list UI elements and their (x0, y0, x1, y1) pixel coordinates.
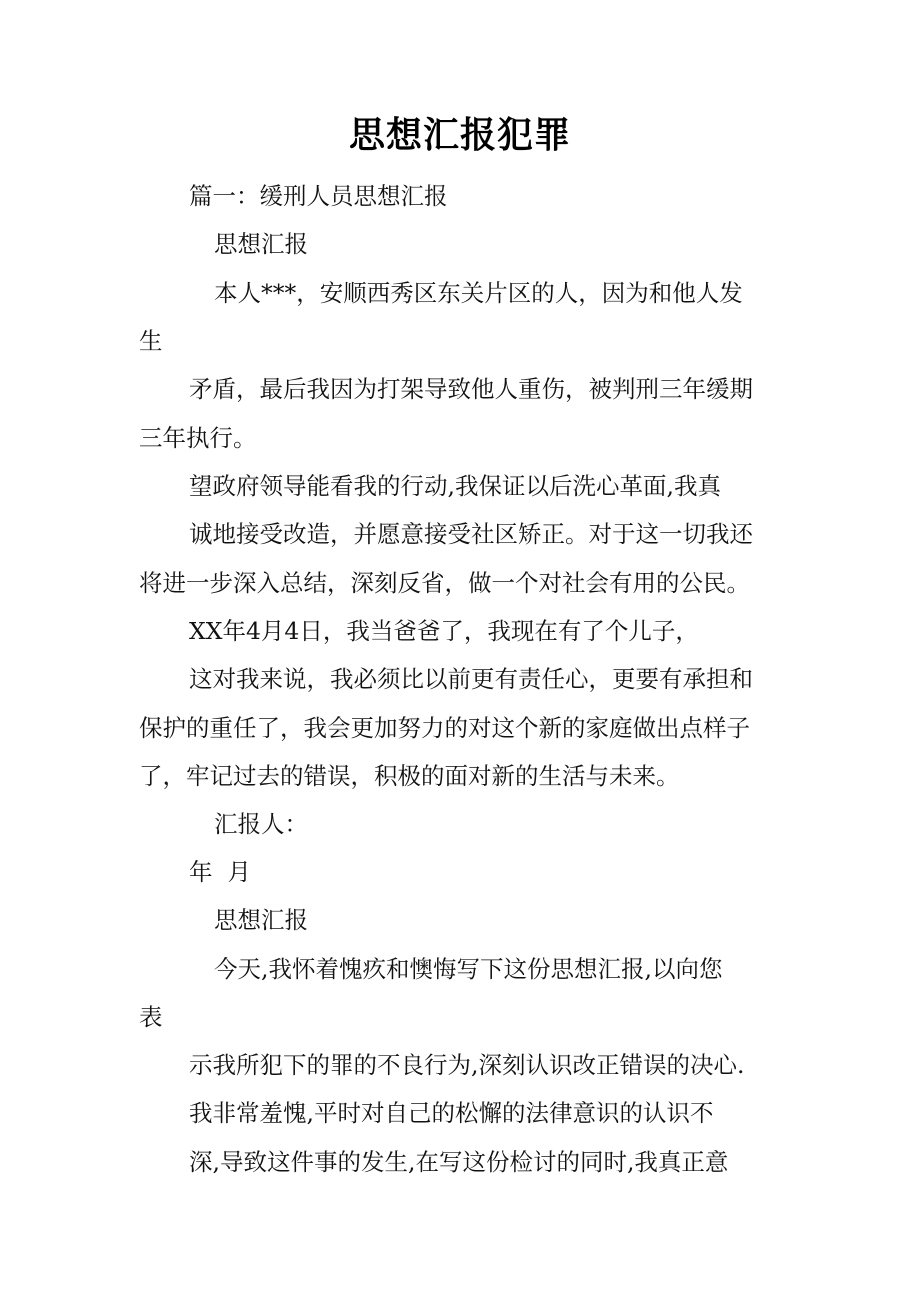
paragraph-line: 三年执行。 (139, 424, 257, 452)
paragraph-line: 这对我来说，我必须比以前更有责任心，更要有承担和 (189, 665, 753, 693)
paragraph-line: 示我所犯下的罪的不良行为,深刻认识改正错误的决心. (189, 1051, 745, 1079)
paragraph-line: 保护的重任了，我会更加努力的对这个新的家庭做出点样子 (139, 714, 750, 742)
paragraph-line: 深,导致这件事的发生,在写这份检讨的同时,我真正意 (189, 1148, 729, 1176)
paragraph-line: 本人***，安顺西秀区东关片区的人，因为和他人发 (214, 279, 743, 307)
paragraph-line: 今天,我怀着愧疚和懊悔写下这份思想汇报,以向您 (214, 955, 723, 983)
paragraph-line: 将进一步深入总结，深刻反省，做一个对社会有用的公民。 (139, 569, 750, 597)
subheading: 思想汇报 (214, 906, 308, 934)
subheading: 思想汇报 (214, 230, 308, 258)
reporter-label: 汇报人： (214, 810, 308, 838)
paragraph-line: 表 (139, 1003, 163, 1031)
paragraph-line: 我非常羞愧,平时对自己的松懈的法律意识的认识不 (189, 1099, 714, 1127)
paragraph-line: 矛盾，最后我因为打架导致他人重伤，被判刑三年缓期 (189, 375, 753, 403)
paragraph-line: 望政府领导能看我的行动,我保证以后洗心革面,我真 (189, 472, 721, 500)
paragraph-line: 诚地接受改造，并愿意接受社区矫正。对于这一切我还 (189, 520, 753, 548)
date-placeholder: 年 月 (189, 858, 251, 886)
paragraph-line: XX年4月4日，我当爸爸了，我现在有了个儿子， (189, 617, 699, 645)
section-heading: 篇一：缓刑人员思想汇报 (189, 182, 448, 210)
paragraph-line: 了，牢记过去的错误，积极的面对新的生活与未来。 (139, 762, 680, 790)
paragraph-line: 生 (139, 327, 163, 355)
document-title: 思想汇报犯罪 (348, 115, 571, 156)
